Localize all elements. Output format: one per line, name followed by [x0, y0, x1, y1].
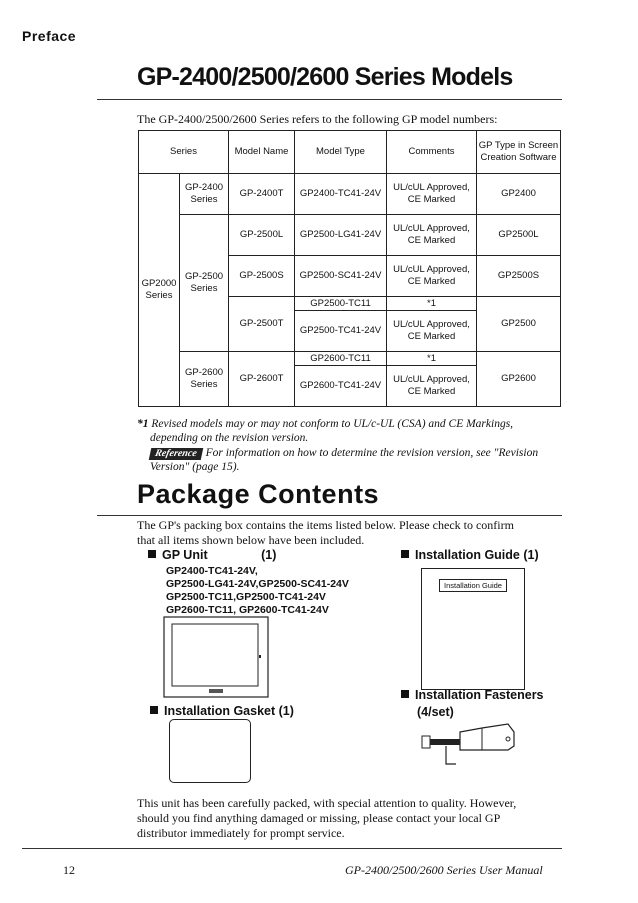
package-divider [97, 515, 562, 516]
installation-fasteners-label: Installation Fasteners (4/set) [401, 688, 544, 719]
series-gp2400: GP-2400 Series [180, 174, 229, 215]
footnote [137, 417, 567, 474]
model-type-cell: GP2600-TC41-24V [295, 366, 387, 407]
gp-type-cell: GP2500 [477, 297, 561, 352]
header-series: Series [139, 131, 229, 174]
page-number: 12 [63, 863, 75, 877]
closing-line: should you find anything damaged or missing, please contact your local GP [137, 811, 501, 825]
footer-divider [22, 848, 562, 849]
series-gp2500: GP-2500 Series [180, 215, 229, 352]
installation-gasket-label: Installation Gasket (1) [150, 704, 294, 718]
model-line: GP2600-TC11, GP2600-TC41-24V [166, 604, 329, 616]
installation-guide-illustration [421, 568, 525, 690]
section-header: Preface [22, 28, 77, 44]
package-intro [137, 518, 514, 548]
closing-text [137, 796, 516, 841]
model-line: GP2500-LG41-24V,GP2500-SC41-24V [166, 578, 349, 590]
package-intro-line: that all items shown below have been included. [137, 533, 365, 547]
gp-type-cell: GP2500L [477, 215, 561, 256]
package-intro-line: The GP's packing box contains the items listed below. Please check to confirm [137, 518, 514, 532]
bullet-square-icon [401, 690, 409, 698]
gasket-illustration [169, 719, 251, 783]
model-name-cell: GP-2500L [229, 215, 295, 256]
gp-type-cell: GP2600 [477, 352, 561, 407]
comments-cell: *1 [387, 297, 477, 311]
reference-line: For information on how to determine the revision version, see "Revision [205, 447, 539, 459]
gp-unit-label: GP Unit (1) [148, 548, 276, 562]
bullet-square-icon [148, 550, 156, 558]
gp-type-cell: GP2400 [477, 174, 561, 215]
closing-line: distributor immediately for prompt service. [137, 826, 345, 840]
model-name-cell: GP-2400T [229, 174, 295, 215]
page-title: GP-2400/2500/2600 Series Models [137, 63, 513, 91]
comments-cell: UL/cUL Approved, CE Marked [387, 215, 477, 256]
footnote-line: Revised models may or may not conform to UL/c-UL (CSA) and CE Markings, [151, 418, 514, 430]
model-type-cell: GP2500-LG41-24V [295, 215, 387, 256]
model-name-cell: GP-2500S [229, 256, 295, 297]
comments-cell: UL/cUL Approved, CE Marked [387, 256, 477, 297]
model-type-cell: GP2500-TC41-24V [295, 311, 387, 352]
model-line: GP2500-TC11,GP2500-TC41-24V [166, 591, 326, 603]
comments-cell: UL/cUL Approved, CE Marked [387, 311, 477, 352]
comments-cell: UL/cUL Approved, CE Marked [387, 174, 477, 215]
models-table [138, 130, 561, 407]
model-type-cell: GP2500-SC41-24V [295, 256, 387, 297]
header-model-name: Model Name [229, 131, 295, 174]
model-type-cell: GP2500-TC11 [295, 297, 387, 311]
gp-unit-illustration [163, 616, 269, 698]
model-name-cell: GP-2500T [229, 297, 295, 352]
footnote-line: depending on the revision version. [150, 432, 309, 444]
installation-guide-label: Installation Guide (1) [401, 548, 539, 562]
reference-badge: Reference [149, 448, 203, 460]
fastener-illustration [418, 720, 520, 772]
series-gp2600: GP-2600 Series [180, 352, 229, 407]
gp-unit-models [166, 565, 349, 617]
header-gp-type: GP Type in Screen Creation Software [477, 131, 561, 174]
model-type-cell: GP2600-TC11 [295, 352, 387, 366]
model-type-cell: GP2400-TC41-24V [295, 174, 387, 215]
gp-unit-quantity: (1) [261, 548, 277, 562]
footnote-mark: *1 [137, 418, 149, 430]
model-name-cell: GP-2600T [229, 352, 295, 407]
header-model-type: Model Type [295, 131, 387, 174]
title-divider [97, 99, 562, 100]
guide-cover-label: Installation Guide [439, 579, 507, 592]
comments-cell: *1 [387, 352, 477, 366]
series-gp2000: GP2000 Series [139, 174, 180, 407]
manual-title: GP-2400/2500/2600 Series User Manual [345, 863, 543, 877]
comments-cell: UL/cUL Approved, CE Marked [387, 366, 477, 407]
gp-type-cell: GP2500S [477, 256, 561, 297]
bullet-square-icon [150, 706, 158, 714]
fasteners-quantity: (4/set) [417, 705, 454, 719]
bullet-square-icon [401, 550, 409, 558]
closing-line: This unit has been carefully packed, with special attention to quality. However, [137, 796, 517, 810]
package-title: Package Contents [137, 479, 380, 509]
header-comments: Comments [387, 131, 477, 174]
intro-text: The GP-2400/2500/2600 Series refers to the following GP model numbers: [137, 112, 498, 126]
model-line: GP2400-TC41-24V, [166, 565, 258, 577]
reference-line: Version" (page 15). [150, 461, 240, 473]
